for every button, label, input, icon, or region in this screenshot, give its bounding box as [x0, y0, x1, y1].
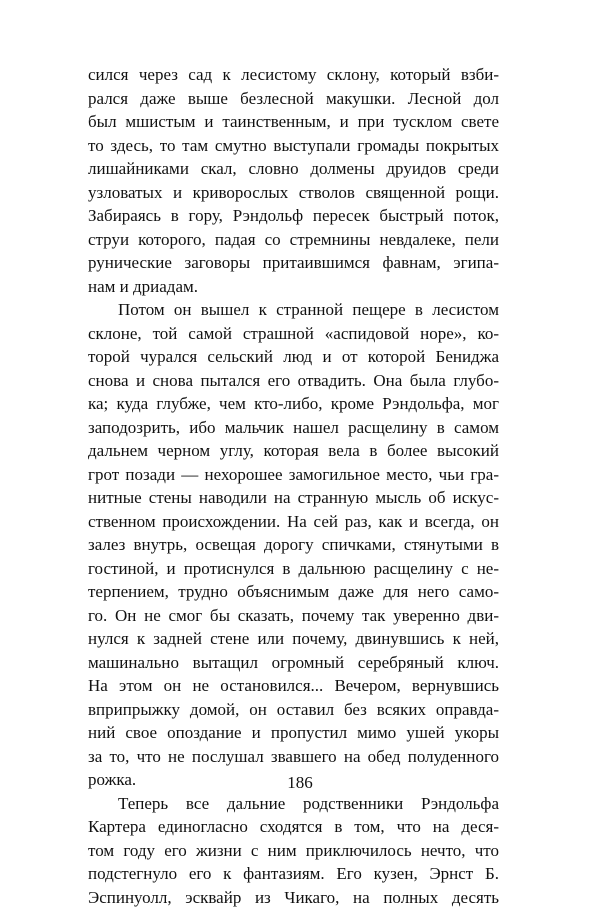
- text-line: лишайниками скал, словно долмены друидов среди: [88, 157, 499, 181]
- text-line: Теперь все дальние родственники Рэндольфа: [88, 792, 499, 816]
- text-line: вприпрыжку домой, он оставил без всяких оправда-: [88, 698, 499, 722]
- text-line: то здесь, то там смутно выступали громады покрытых: [88, 134, 499, 158]
- text-line: заподозрить, ибо мальчик нашел расщелину в самом: [88, 416, 499, 440]
- text-line: Забираясь в гору, Рэндольф пересек быстрый поток,: [88, 204, 499, 228]
- text-line: залез внутрь, освещая дорогу спичками, стянутыми в: [88, 533, 499, 557]
- text-line: Картера единогласно сходятся в том, что на деся-: [88, 815, 499, 839]
- page-number: 186: [0, 773, 600, 793]
- text-line: том году его жизни с ним приключилось нечто, что: [88, 839, 499, 863]
- text-line: рунические заговоры притаившимся фавнам, эгипа-: [88, 251, 499, 275]
- text-line: снова и снова пытался его отвадить. Она была глубо-: [88, 369, 499, 393]
- text-line: подстегнуло его к фантазиям. Его кузен, Эрнст Б.: [88, 862, 499, 886]
- text-line: нитные стены наводили на странную мысль об искус-: [88, 486, 499, 510]
- text-line: гостиной, и протиснулся в дальнюю расщелину с не-: [88, 557, 499, 581]
- text-line: терпением, трудно объяснимым даже для него само-: [88, 580, 499, 604]
- text-line: машинально вытащил огромный серебряный ключ.: [88, 651, 499, 675]
- text-line: ственном происхождении. На сей раз, как и всегда, он: [88, 510, 499, 534]
- text-line: нам и дриадам.: [88, 275, 499, 299]
- text-line: ний свое опоздание и пропустил мимо ушей укоры: [88, 721, 499, 745]
- text-line: ка; куда глубже, чем кто-либо, кроме Рэндольфа, мог: [88, 392, 499, 416]
- text-line: грот позади — нехорошее замогильное место, чьи гра-: [88, 463, 499, 487]
- text-line: Эспинуолл, эсквайр из Чикаго, на полных десять: [88, 886, 499, 909]
- text-line: узловатых и криворослых стволов священной рощи.: [88, 181, 499, 205]
- text-line: склоне, той самой страшной «аспидовой норе», ко-: [88, 322, 499, 346]
- text-line: го. Он не смог бы сказать, почему так уверенно дви-: [88, 604, 499, 628]
- text-line: струи которого, падая со стремнины невдалеке, пели: [88, 228, 499, 252]
- text-line: торой чурался сельский люд и от которой Бениджа: [88, 345, 499, 369]
- text-line: нулся к задней стене или почему, двинувшись к ней,: [88, 627, 499, 651]
- text-line: дальнем черном углу, которая вела в более высокий: [88, 439, 499, 463]
- text-line: сился через сад к лесистому склону, который взби-: [88, 63, 499, 87]
- text-line: рожка.: [88, 768, 499, 792]
- text-line: за то, что не послушал звавшего на обед полуденного: [88, 745, 499, 769]
- text-line: рался даже выше безлесной макушки. Лесной дол: [88, 87, 499, 111]
- text-line: На этом он не остановился... Вечером, вернувшись: [88, 674, 499, 698]
- text-line: был мшистым и таинственным, и при тусклом свете: [88, 110, 499, 134]
- text-line: Потом он вышел к странной пещере в лесистом: [88, 298, 499, 322]
